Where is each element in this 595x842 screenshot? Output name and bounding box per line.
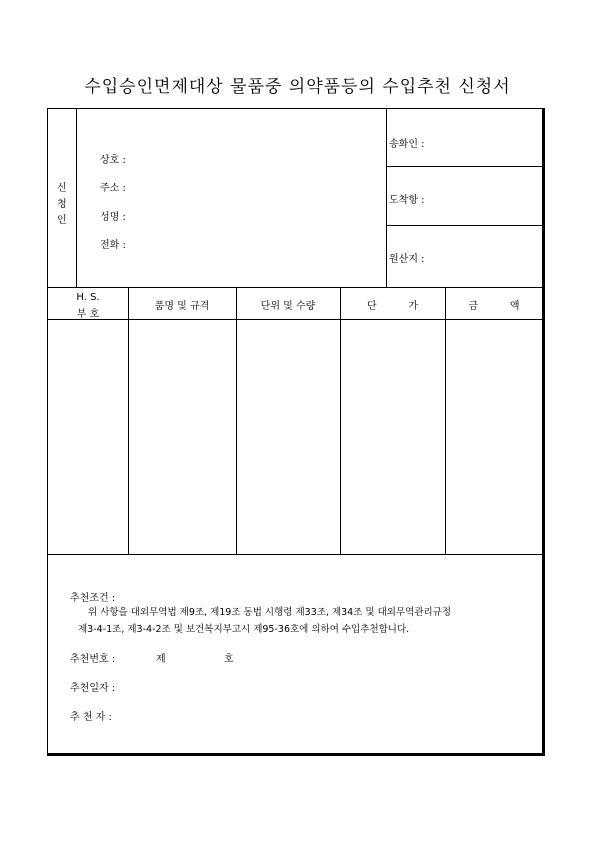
info-right-divider bbox=[386, 109, 387, 287]
table-bottom bbox=[48, 554, 543, 555]
header-unit-price: 단 가 bbox=[366, 301, 419, 312]
arrival-port-label: 도착항 : bbox=[389, 195, 425, 206]
table-col-divider-2 bbox=[236, 287, 237, 554]
address-label: 주소 : bbox=[100, 183, 126, 194]
rec-date-label: 추천일자 : bbox=[70, 683, 116, 694]
applicant-label-char-2: 청 bbox=[57, 199, 67, 210]
table-col-divider-3 bbox=[340, 287, 341, 554]
conditions-line-2: 제3-4-1조, 제3-4-2조 및 보건복지부고시 제95-36호에 의하여 수입추천합니다. bbox=[78, 624, 410, 635]
header-hs-line1: H. S. bbox=[76, 292, 100, 303]
header-hs-line2: 부 호 bbox=[76, 309, 100, 320]
table-col-divider-4 bbox=[445, 287, 446, 554]
rec-number-je: 제 bbox=[156, 654, 166, 665]
recommender-label: 추 천 자 : bbox=[70, 712, 112, 723]
table-col-divider-1 bbox=[128, 287, 129, 554]
form-frame bbox=[47, 108, 545, 756]
conditions-label: 추천조건 : bbox=[70, 593, 116, 604]
rec-number-label: 추천번호 : bbox=[70, 654, 116, 665]
trade-name-label: 상호 : bbox=[100, 155, 126, 166]
header-item: 품명 및 규격 bbox=[154, 301, 210, 312]
applicant-label-char-3: 인 bbox=[57, 215, 67, 226]
header-unit-qty: 단위 및 수량 bbox=[260, 301, 316, 312]
origin-label: 원산지 : bbox=[389, 254, 425, 265]
top-section-bottom bbox=[48, 287, 543, 288]
applicant-label-divider bbox=[76, 109, 77, 287]
form-title: 수입승인면제대상 물품중 의약품등의 수입추천 신청서 bbox=[84, 77, 511, 97]
right-field-divider-1 bbox=[386, 166, 543, 167]
rec-number-ho: 호 bbox=[224, 654, 234, 665]
shipper-label: 송화인 : bbox=[389, 139, 425, 150]
phone-label: 전화 : bbox=[100, 240, 126, 251]
header-amount: 금 액 bbox=[468, 301, 520, 312]
conditions-line-1: 위 사항을 대외무역법 제9조, 제19조 동법 시행령 제33조, 제34조 및 대외무역관리규정 bbox=[88, 607, 452, 618]
right-field-divider-2 bbox=[386, 225, 543, 226]
name-label: 성명 : bbox=[100, 212, 126, 223]
applicant-label-char-1: 신 bbox=[57, 183, 67, 194]
